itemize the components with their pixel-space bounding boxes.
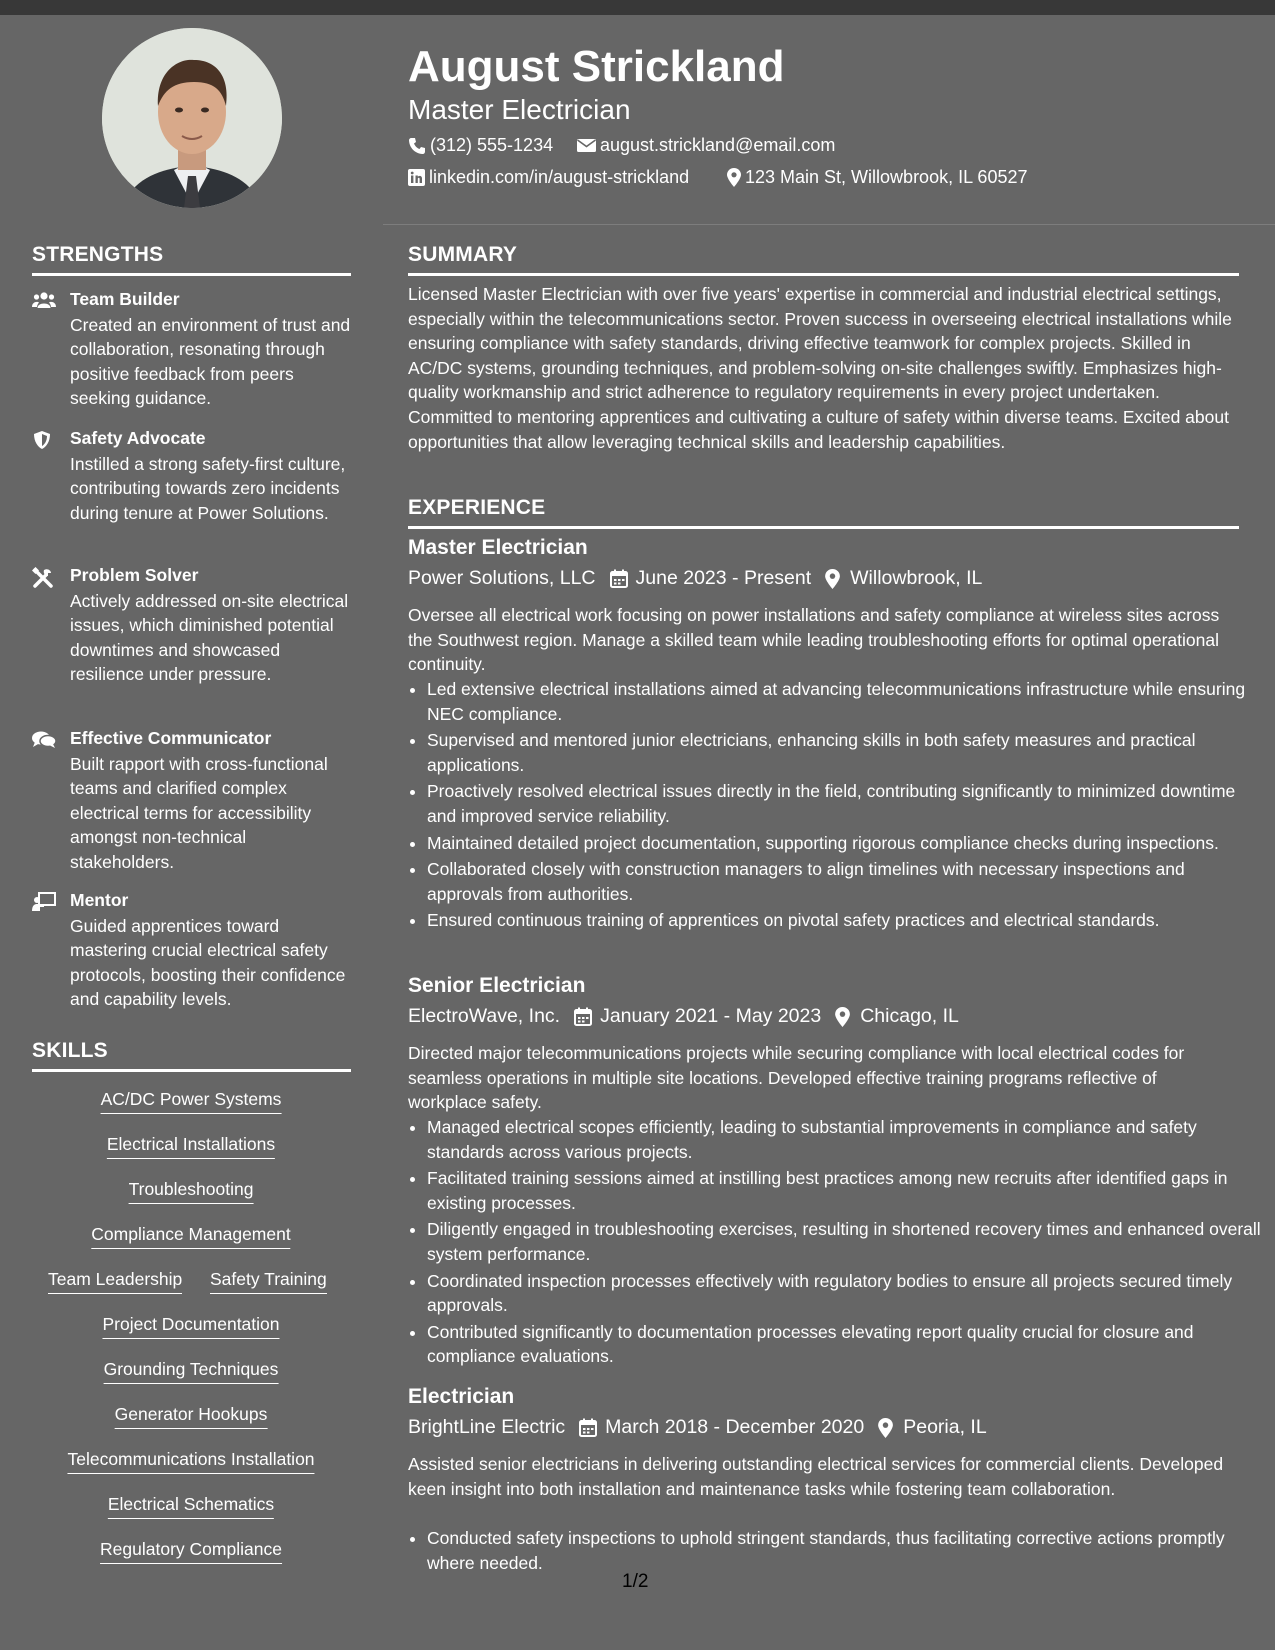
skill-tag: Regulatory Compliance — [100, 1538, 282, 1564]
job-meta — [408, 1416, 987, 1439]
calendar-icon — [574, 1007, 592, 1026]
strengths-heading: STRENGTHS — [32, 243, 351, 276]
skill-tag: Compliance Management — [91, 1223, 290, 1249]
linkedin-contact[interactable] — [408, 167, 689, 188]
strength-desc: Actively addressed on-site electrical issues, which diminished potential downtimes and showcased resilience under pressure. — [70, 591, 349, 685]
job-dates: January 2021 - May 2023 — [600, 1005, 822, 1027]
job-title: Senior Electrician — [408, 974, 586, 997]
candidate-title: Master Electrician — [408, 94, 631, 125]
job-description: Directed major telecommunications projects while securing compliance with local electrical codes for seamless operations in multiple site locations. Developed effective training programs reflective of workplace safety. — [408, 1043, 1185, 1113]
calendar-icon — [610, 569, 628, 588]
map-marker-icon — [825, 569, 840, 589]
comments-icon — [32, 730, 56, 752]
bullet-item: • Led extensive electrical installations aimed at advancing telecommunications infrastructure while ensuring NEC compliance. — [427, 677, 1261, 726]
summary-heading: SUMMARY — [408, 243, 1239, 276]
strength-desc: Guided apprentices toward mastering crucial electrical safety protocols, boosting their confidence and capability levels. — [70, 916, 346, 1010]
shield-icon — [32, 430, 56, 452]
map-marker-icon — [878, 1418, 893, 1438]
skill-tag: Grounding Techniques — [104, 1358, 279, 1384]
job-meta — [408, 1005, 959, 1028]
job-location: Chicago, IL — [860, 1005, 959, 1027]
job-location: Willowbrook, IL — [850, 567, 983, 589]
users-icon — [32, 291, 56, 313]
job-bullets — [408, 1115, 1261, 1371]
strength-desc: Created an environment of trust and collaboration, resonating through positive feedback from peers seeking guidance. — [70, 315, 351, 409]
chalkboard-teacher-icon — [32, 892, 56, 914]
job-meta — [408, 567, 982, 590]
skill-tag: Safety Training — [210, 1268, 327, 1294]
skill-tag: Generator Hookups — [115, 1403, 268, 1429]
skill-tag: Team Leadership — [48, 1268, 182, 1294]
map-marker-icon — [835, 1007, 850, 1027]
bullet-item: • Contributed significantly to documentation processes elevating report quality crucial for closure and compliance evaluations. — [427, 1320, 1261, 1369]
linkedin-icon — [408, 169, 425, 186]
linkedin-text: linkedin.com/in/august-strickland — [429, 167, 690, 187]
bullet-item: • Ensured continuous training of apprentices on pivotal safety practices and electrical standards. — [427, 908, 1261, 933]
email-contact[interactable] — [577, 135, 835, 156]
header-divider — [383, 224, 1275, 225]
job-dates: March 2018 - December 2020 — [605, 1416, 865, 1438]
strength-title: Safety Advocate — [70, 428, 206, 448]
phone-icon — [408, 137, 426, 155]
job-description: Assisted senior electricians in delivering outstanding electrical services for commercial clients. Developed keen insight into both installation and maintenance tasks while fostering team collaboration. — [408, 1454, 1224, 1499]
skill-tag: AC/DC Power Systems — [101, 1088, 282, 1114]
envelope-icon — [577, 138, 596, 153]
bullet-item: • Proactively resolved electrical issues directly in the field, contributing significantly to minimized downtime and improved service reliability. — [427, 779, 1261, 828]
strength-title: Effective Communicator — [70, 728, 272, 748]
job-company: Power Solutions, LLC — [408, 567, 596, 589]
job-description: Oversee all electrical work focusing on power installations and safety compliance at wireless sites across the Southwest region. Manage a skilled team while leading troubleshooting efforts for optimal operational continuity. — [408, 605, 1220, 675]
top-bar — [0, 0, 1275, 15]
bullet-item: • Facilitated training sessions aimed at instilling best practices among new recruits after identified gaps in existing processes. — [427, 1166, 1261, 1215]
bullet-item: • Supervised and mentored junior electricians, enhancing skills in both safety measures and practical applications. — [427, 728, 1261, 777]
bullet-item: • Conducted safety inspections to uphold stringent standards, thus facilitating corrective actions promptly where needed. — [427, 1526, 1261, 1575]
address-text: 123 Main St, Willowbrook, IL 60527 — [745, 167, 1028, 187]
job-company: ElectroWave, Inc. — [408, 1005, 561, 1027]
skill-tag: Electrical Schematics — [108, 1493, 274, 1519]
map-marker-icon — [727, 168, 741, 187]
strength-desc: Instilled a strong safety-first culture, contributing towards zero incidents during tenure at Power Solutions. — [70, 454, 346, 523]
summary-text: Licensed Master Electrician with over five years' expertise in commercial and industrial electrical settings, especially within the telecommunications sector. Proven success in overseeing electrical installations while ensuring compliance with safety standards, driving effective teamwork for complex projects. Skilled in AC/DC systems, grounding techniques, and problem-solving on-site challenges swiftly. Emphasizes high-quality workmanship and strict adherence to regulatory requirements in every project undertaken. Committed to mentoring apprentices and cultivating a culture of safety within diverse teams. Excited about opportunities that allow leveraging technical skills and leadership capabilities. — [408, 284, 1232, 452]
bullet-item: • Diligently engaged in troubleshooting exercises, resulting in shortened recovery times and enhanced overall system performance. — [427, 1217, 1261, 1266]
strength-title: Mentor — [70, 890, 129, 910]
phone-contact[interactable] — [408, 135, 553, 156]
email-text: august.strickland@email.com — [600, 135, 836, 155]
experience-heading: EXPERIENCE — [408, 496, 1239, 529]
job-bullets — [408, 677, 1261, 935]
bullet-item: • Maintained detailed project documentation, supporting rigorous compliance checks during inspections. — [427, 831, 1261, 856]
bullet-item: • Managed electrical scopes efficiently, leading to substantial improvements in compliance and safety standards across various projects. — [427, 1115, 1261, 1164]
skill-tag: Electrical Installations — [107, 1133, 275, 1159]
candidate-name: August Strickland — [408, 42, 785, 91]
job-location: Peoria, IL — [903, 1416, 987, 1438]
address-contact — [727, 167, 1027, 188]
calendar-icon — [579, 1418, 597, 1437]
job-title: Electrician — [408, 1385, 515, 1408]
skill-tag: Project Documentation — [102, 1313, 279, 1339]
job-dates: June 2023 - Present — [635, 567, 812, 589]
tools-icon — [32, 567, 56, 589]
page-number: 1/2 — [622, 1571, 649, 1592]
strength-title: Team Builder — [70, 289, 180, 309]
skill-tag: Troubleshooting — [129, 1178, 254, 1204]
skill-tag: Telecommunications Installation — [67, 1448, 314, 1474]
job-bullets — [408, 1526, 1261, 1577]
profile-photo — [102, 28, 282, 208]
strength-desc: Built rapport with cross-functional teams and clarified complex electrical terms for accessibility amongst non-technical stakeholders. — [70, 754, 328, 872]
bullet-item: • Coordinated inspection processes effectively with regulatory bodies to ensure all projects secured timely approvals. — [427, 1269, 1261, 1318]
bullet-item: • Collaborated closely with construction managers to align timelines with necessary inspections and approvals from authorities. — [427, 857, 1261, 906]
job-title: Master Electrician — [408, 536, 588, 559]
phone-text: (312) 555-1234 — [430, 135, 554, 155]
job-company: BrightLine Electric — [408, 1416, 566, 1438]
strength-title: Problem Solver — [70, 565, 199, 585]
skills-heading: SKILLS — [32, 1039, 351, 1072]
